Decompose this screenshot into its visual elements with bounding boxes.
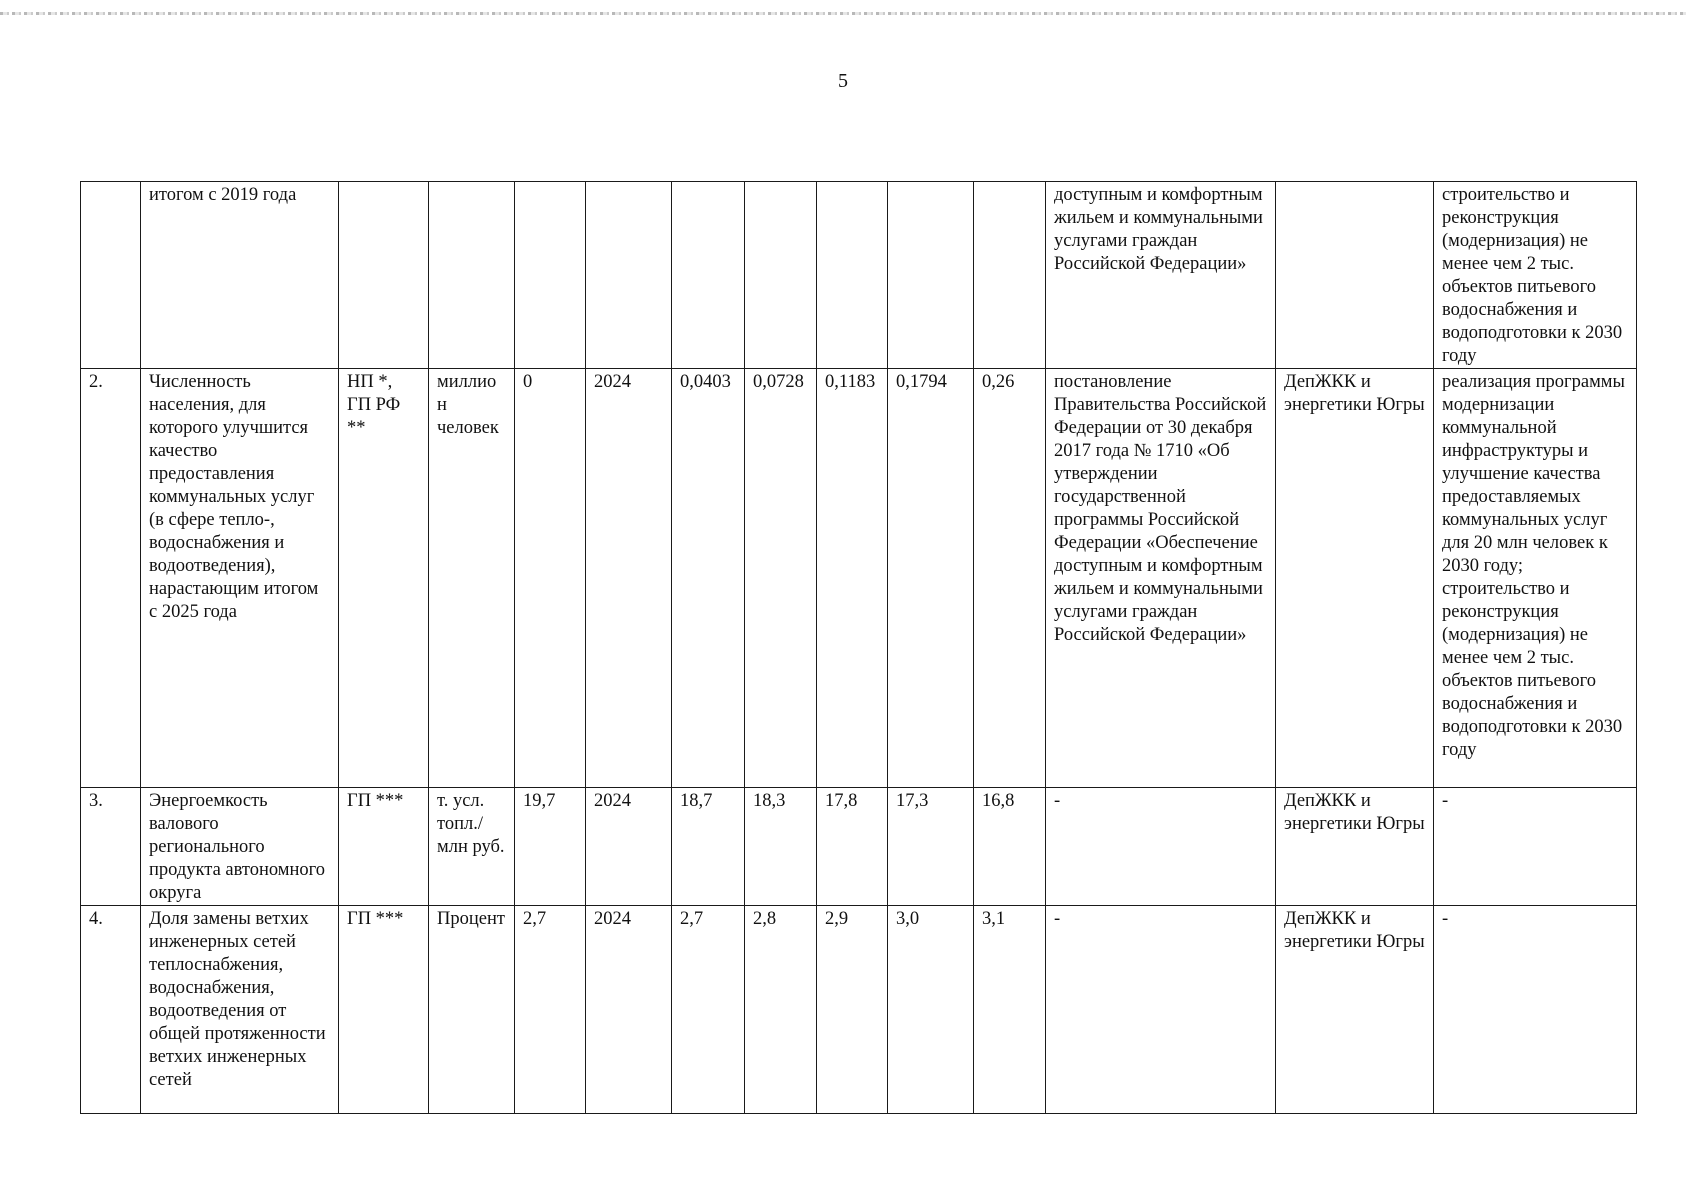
- cell-responsible: [1276, 182, 1434, 369]
- cell-number: 2.: [81, 369, 141, 788]
- indicators-table: [80, 181, 1637, 1114]
- cell-value-2: [745, 182, 817, 369]
- cell-value-3: 17,8: [817, 788, 888, 906]
- cell-document: -: [1046, 788, 1276, 906]
- cell-level: НП *, ГП РФ **: [339, 369, 429, 788]
- cell-value-3: [817, 182, 888, 369]
- table-row: [81, 182, 1637, 369]
- cell-value-1: [672, 182, 745, 369]
- scan-edge-artifact: [0, 12, 1686, 15]
- cell-value-3: 2,9: [817, 906, 888, 1114]
- cell-value-2: 0,0728: [745, 369, 817, 788]
- cell-value-5: 16,8: [974, 788, 1046, 906]
- cell-value-4: 17,3: [888, 788, 974, 906]
- cell-responsible: ДепЖКК и энергетики Югры: [1276, 369, 1434, 788]
- cell-value-1: 18,7: [672, 788, 745, 906]
- cell-value-1: 2,7: [672, 906, 745, 1114]
- cell-number: 4.: [81, 906, 141, 1114]
- table-row: [81, 369, 1637, 788]
- cell-value-3: 0,1183: [817, 369, 888, 788]
- cell-unit: Процент: [429, 906, 515, 1114]
- cell-base-year: 2024: [586, 369, 672, 788]
- cell-indicator-name: Численность населения, для которого улучшится качество предоставления коммунальных услуг (в сфере тепло-, водоснабжения и водоотведения), нарастающим итогом с 2025 года: [141, 369, 339, 788]
- cell-result: реализация программы модернизации коммунальной инфраструктуры и улучшение качества предоставляемых коммунальных услуг для 20 млн человек к 2030 году; строительство и реконструкция (модернизация) не менее чем 2 тыс. объектов питьевого водоснабжения и водоподготовки к 2030 году: [1434, 369, 1637, 788]
- cell-level: [339, 182, 429, 369]
- cell-base-year: 2024: [586, 906, 672, 1114]
- cell-document: -: [1046, 906, 1276, 1114]
- table-row: [81, 906, 1637, 1114]
- cell-responsible: ДепЖКК и энергетики Югры: [1276, 906, 1434, 1114]
- cell-base-value: 2,7: [515, 906, 586, 1114]
- cell-value-5: 0,26: [974, 369, 1046, 788]
- cell-base-value: [515, 182, 586, 369]
- cell-level: ГП ***: [339, 906, 429, 1114]
- cell-value-5: [974, 182, 1046, 369]
- cell-value-4: 3,0: [888, 906, 974, 1114]
- cell-unit: [429, 182, 515, 369]
- cell-value-1: 0,0403: [672, 369, 745, 788]
- cell-base-value: 0: [515, 369, 586, 788]
- cell-result: строительство и реконструкция (модернизация) не менее чем 2 тыс. объектов питьевого водоснабжения и водоподготовки к 2030 году: [1434, 182, 1637, 369]
- cell-value-5: 3,1: [974, 906, 1046, 1114]
- cell-unit: т. усл. топл./млн руб.: [429, 788, 515, 906]
- cell-document: доступным и комфортным жильем и коммунальными услугами граждан Российской Федерации»: [1046, 182, 1276, 369]
- cell-base-year: [586, 182, 672, 369]
- cell-result: -: [1434, 906, 1637, 1114]
- cell-responsible: ДепЖКК и энергетики Югры: [1276, 788, 1434, 906]
- table-row: [81, 788, 1637, 906]
- cell-number: 3.: [81, 788, 141, 906]
- cell-base-year: 2024: [586, 788, 672, 906]
- cell-result: -: [1434, 788, 1637, 906]
- cell-value-2: 2,8: [745, 906, 817, 1114]
- cell-value-4: [888, 182, 974, 369]
- cell-indicator-name: Доля замены ветхих инженерных сетей теплоснабжения, водоснабжения, водоотведения от общей протяженности ветхих инженерных сетей: [141, 906, 339, 1114]
- cell-unit: миллион человек: [429, 369, 515, 788]
- cell-indicator-name: итогом с 2019 года: [141, 182, 339, 369]
- page-number: 5: [838, 70, 848, 92]
- cell-indicator-name: Энергоемкость валового регионального продукта автономного округа: [141, 788, 339, 906]
- cell-document: постановление Правительства Российской Федерации от 30 декабря 2017 года № 1710 «Об утверждении государственной программы Российской Федерации «Обеспечение доступным и комфортным жильем и коммунальными услугами граждан Российской Федерации»: [1046, 369, 1276, 788]
- cell-value-2: 18,3: [745, 788, 817, 906]
- cell-base-value: 19,7: [515, 788, 586, 906]
- cell-value-4: 0,1794: [888, 369, 974, 788]
- cell-level: ГП ***: [339, 788, 429, 906]
- cell-number: [81, 182, 141, 369]
